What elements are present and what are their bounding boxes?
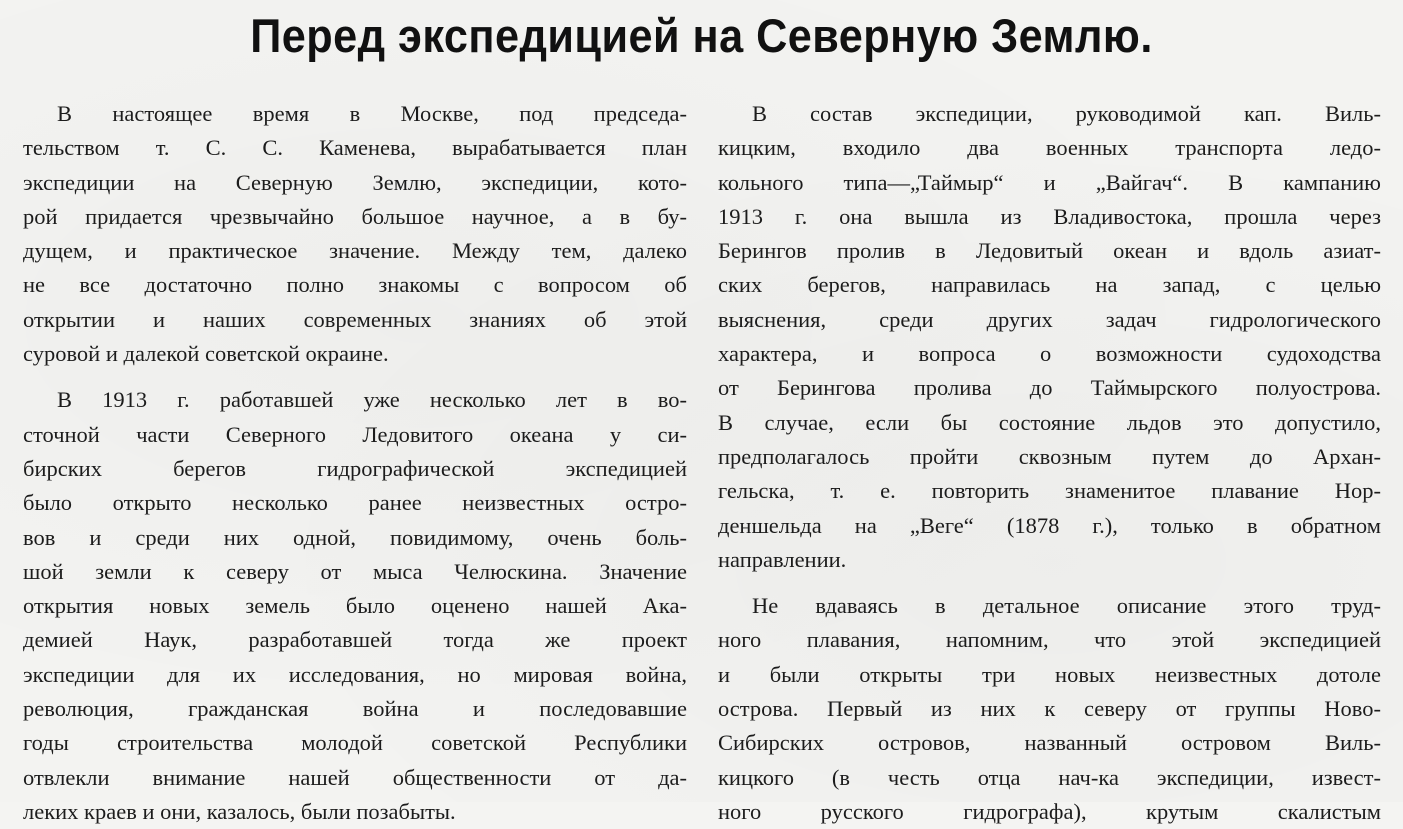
text-line: Берингов пролив в Ледовитый океан и вдоль азиат- (718, 238, 1381, 264)
text-line: ного плавания, напомним, что этой экспедицией (718, 627, 1381, 653)
left-paragraph-2 (23, 383, 687, 829)
text-line: В случае, если бы состояние льдов это допустило, (718, 409, 1381, 435)
text-line: острова. Первый из них к северу от группы Ново- (718, 696, 1381, 722)
text-line: открытии и наших современных знаниях об этой (23, 306, 687, 332)
right-paragraph-2 (718, 589, 1381, 829)
text-line: шой земли к северу от мыса Челюскина. Значение (23, 558, 687, 584)
text-line: экспедиции на Северную Землю, экспедиции, кото- (23, 169, 687, 195)
text-line: ного русского гидрографа), крутым скалистым (718, 798, 1381, 824)
text-line: Сибирских островов, названный островом Виль- (718, 730, 1381, 756)
right-paragraph-1 (718, 97, 1381, 577)
text-line: вов и среди них одной, повидимому, очень боль- (23, 524, 687, 550)
text-line: леких краев и они, казалось, были позабыты. (23, 798, 456, 824)
left-paragraph-1 (23, 97, 687, 371)
text-line: открытия новых земель было оценено нашей Ака- (23, 593, 687, 619)
column-gutter (701, 96, 702, 796)
text-line: В настоящее время в Москве, под председа- (57, 101, 687, 126)
text-line: экспедиции для их исследования, но мировая война, (23, 661, 687, 687)
right-column (718, 97, 1381, 829)
text-line: характера, и вопроса о возможности судоходства (718, 341, 1381, 367)
text-line: выяснения, среди других задач гидрологического (718, 306, 1381, 332)
text-line: В состав экспедиции, руководимой кап. Виль- (752, 101, 1381, 126)
text-line: Не вдаваясь в детальное описание этого труд- (752, 593, 1381, 619)
text-line: бирских берегов гидрографической экспедицией (23, 455, 687, 481)
text-line: демией Наук, разработавшей тогда же проект (23, 627, 687, 653)
text-line: не все достаточно полно знакомы с вопросом об (23, 272, 687, 298)
text-line: революция, гражданская война и последовавшие (23, 696, 687, 722)
text-line: тельством т. С. С. Каменева, вырабатывается план (23, 135, 687, 161)
text-line: рой придается чрезвычайно большое научное, а в бу- (23, 203, 687, 229)
text-line: отвлекли внимание нашей общественности от да- (23, 764, 687, 790)
text-line: и были открыты три новых неизвестных дотоле (718, 661, 1381, 687)
text-line: суровой и далекой советской окраине. (23, 341, 389, 367)
text-line: от Берингова пролива до Таймырского полуострова. (718, 375, 1381, 401)
text-line: кицким, входило два военных транспорта ледо- (718, 135, 1381, 161)
text-line: предполагалось пройти сквозным путем до Архан- (718, 443, 1381, 469)
left-column (23, 97, 687, 829)
text-line: дущем, и практическое значение. Между тем, далеко (23, 238, 687, 264)
text-line: кольного типа—„Таймыр“ и „Вайгач“. В кампанию (718, 169, 1381, 195)
text-line: направлении. (718, 546, 847, 572)
text-line: годы строительства молодой советской Республики (23, 730, 687, 756)
text-line: гельска, т. е. повторить знаменитое плавание Нор- (718, 478, 1381, 504)
text-line: 1913 г. она вышла из Владивостока, прошла через (718, 203, 1381, 229)
text-line: кицкого (в честь отца нач-ка экспедиции, извест- (718, 764, 1381, 790)
article-title: Перед экспедицией на Северную Землю. (250, 9, 1153, 62)
text-line: ских берегов, направилась на запад, с целью (718, 272, 1381, 298)
text-line: было открыто несколько ранее неизвестных остро- (23, 490, 687, 516)
text-line: деншельда на „Веге“ (1878 г.), только в обратном (718, 512, 1381, 538)
text-line: В 1913 г. работавшей уже несколько лет в во- (57, 387, 687, 413)
text-line: сточной части Северного Ледовитого океана у си- (23, 421, 687, 447)
